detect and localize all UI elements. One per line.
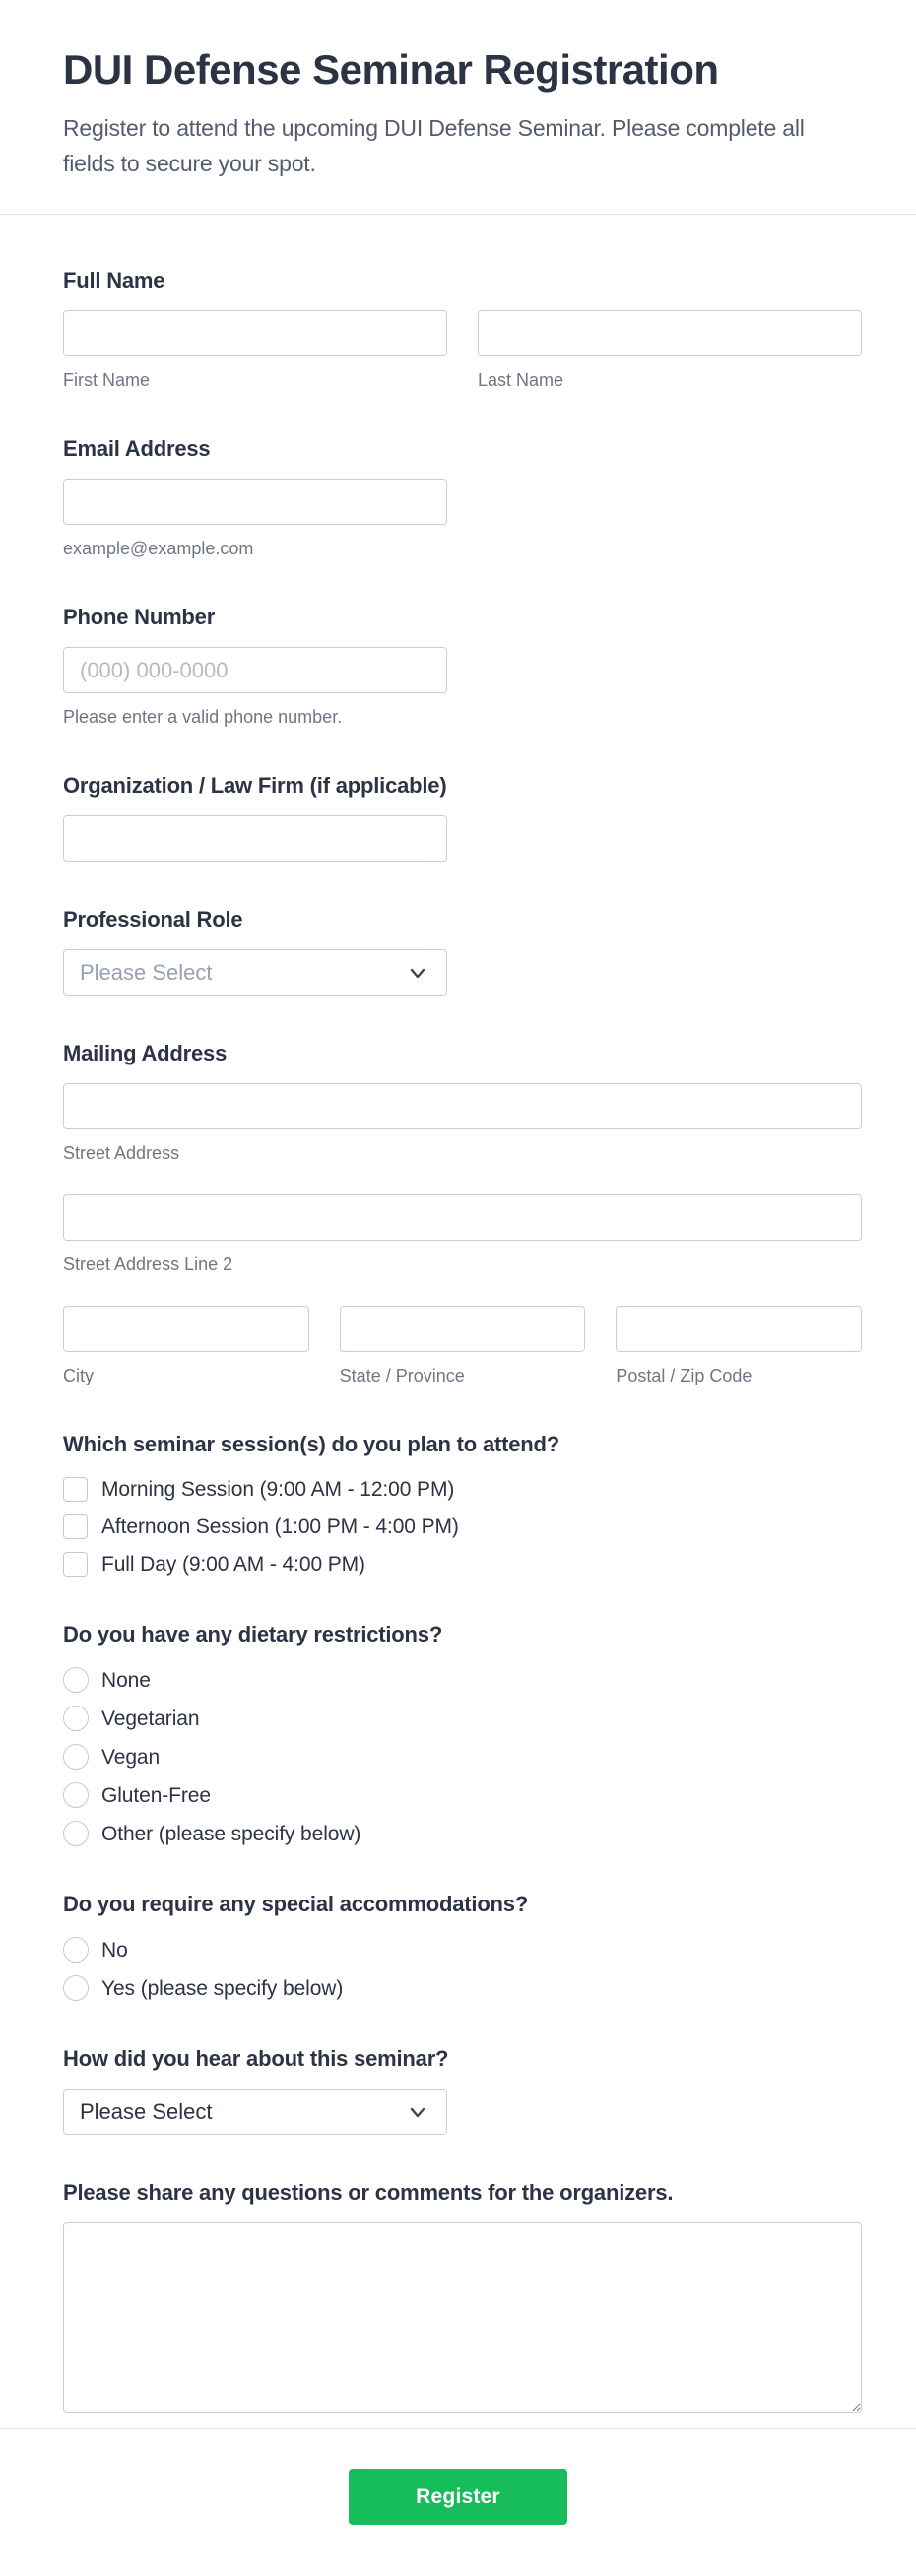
organization-input[interactable] — [63, 815, 447, 862]
radio-icon[interactable] — [63, 1975, 89, 2001]
page-subtitle: Register to attend the upcoming DUI Defense Seminar. Please complete all fields to secure your spot. — [63, 115, 805, 176]
street-address-input[interactable] — [63, 1083, 862, 1129]
radio-label: Vegetarian — [101, 1707, 200, 1730]
city-sublabel: City — [63, 1366, 94, 1385]
first-name-sublabel: First Name — [63, 370, 151, 390]
role-select[interactable] — [63, 949, 447, 996]
zip-sublabel: Postal / Zip Code — [616, 1366, 752, 1385]
field-phone — [63, 605, 862, 728]
radio-icon[interactable] — [63, 1782, 89, 1808]
checkbox-row-full-day[interactable] — [63, 1552, 862, 1577]
field-mailing-address — [63, 1041, 862, 1386]
street-address-line2-sublabel: Street Address Line 2 — [63, 1255, 233, 1274]
chevron-down-icon — [407, 962, 428, 984]
address-label: Mailing Address — [63, 1041, 228, 1065]
role-label: Professional Role — [63, 907, 243, 932]
comments-textarea[interactable] — [63, 2222, 862, 2413]
field-sessions — [63, 1432, 862, 1577]
radio-label: Vegan — [101, 1745, 161, 1769]
referral-label: How did you hear about this seminar? — [63, 2046, 449, 2071]
email-sublabel: example@example.com — [63, 539, 254, 558]
referral-select-value: Please Select — [80, 2098, 213, 2124]
phone-sublabel: Please enter a valid phone number. — [63, 707, 343, 727]
checkbox-row-morning-session[interactable] — [63, 1477, 862, 1502]
field-full-name — [63, 268, 862, 391]
checkbox-label: Afternoon Session (1:00 PM - 4:00 PM) — [101, 1515, 459, 1538]
chevron-down-icon — [407, 2101, 428, 2123]
phone-input[interactable] — [63, 647, 447, 693]
accommodations-question: Do you require any special accommodations? — [63, 1892, 529, 1916]
page-title: DUI Defense Seminar Registration — [63, 46, 719, 93]
radio-label: Gluten-Free — [101, 1783, 211, 1807]
field-professional-role — [63, 907, 862, 996]
phone-label: Phone Number — [63, 605, 216, 629]
city-input[interactable] — [63, 1306, 309, 1352]
field-organization — [63, 773, 862, 862]
register-button[interactable]: Register — [349, 2469, 567, 2525]
comments-label: Please share any questions or comments for the organizers. — [63, 2180, 674, 2205]
first-name-input[interactable] — [63, 310, 447, 356]
radio-row-none[interactable] — [63, 1667, 862, 1693]
radio-row-gluten-free[interactable] — [63, 1782, 862, 1808]
referral-select[interactable] — [63, 2089, 447, 2135]
organization-label: Organization / Law Firm (if applicable) — [63, 773, 447, 798]
radio-row-yes[interactable] — [63, 1975, 862, 2001]
role-select-value: Please Select — [80, 959, 213, 985]
state-input[interactable] — [340, 1306, 586, 1352]
field-referral — [63, 2046, 862, 2135]
form-footer — [0, 2429, 916, 2576]
checkbox-label: Morning Session (9:00 AM - 12:00 PM) — [101, 1478, 455, 1501]
checkbox-icon[interactable] — [63, 1552, 88, 1577]
form-body — [0, 215, 916, 2429]
street-address-line2-input[interactable] — [63, 1194, 862, 1241]
last-name-input[interactable] — [478, 310, 862, 356]
radio-row-no[interactable] — [63, 1937, 862, 1963]
radio-label: Yes (please specify below) — [101, 1976, 344, 2000]
radio-row-other[interactable] — [63, 1821, 862, 1846]
form-header — [0, 0, 916, 215]
checkbox-label: Full Day (9:00 AM - 4:00 PM) — [101, 1553, 365, 1576]
radio-icon[interactable] — [63, 1667, 89, 1693]
radio-icon[interactable] — [63, 1744, 89, 1770]
field-email — [63, 436, 862, 559]
field-accommodations — [63, 1892, 862, 2001]
email-label: Email Address — [63, 436, 211, 461]
field-comments — [63, 2180, 862, 2417]
dietary-question: Do you have any dietary restrictions? — [63, 1622, 443, 1646]
last-name-sublabel: Last Name — [478, 370, 564, 390]
checkbox-row-afternoon-session[interactable] — [63, 1514, 862, 1539]
checkbox-icon[interactable] — [63, 1477, 88, 1502]
state-sublabel: State / Province — [339, 1366, 465, 1385]
email-input[interactable] — [63, 479, 447, 525]
radio-icon[interactable] — [63, 1937, 89, 1963]
radio-icon[interactable] — [63, 1821, 89, 1846]
radio-icon[interactable] — [63, 1706, 89, 1731]
sessions-question: Which seminar session(s) do you plan to attend? — [63, 1432, 559, 1456]
radio-row-vegetarian[interactable] — [63, 1706, 862, 1731]
radio-label: No — [101, 1938, 128, 1962]
radio-label: None — [101, 1668, 151, 1692]
street-address-sublabel: Street Address — [63, 1143, 180, 1163]
full-name-label: Full Name — [63, 268, 165, 292]
checkbox-icon[interactable] — [63, 1514, 88, 1539]
radio-label: Other (please specify below) — [101, 1822, 361, 1845]
field-dietary — [63, 1622, 862, 1846]
radio-row-vegan[interactable] — [63, 1744, 862, 1770]
zip-input[interactable] — [616, 1306, 862, 1352]
